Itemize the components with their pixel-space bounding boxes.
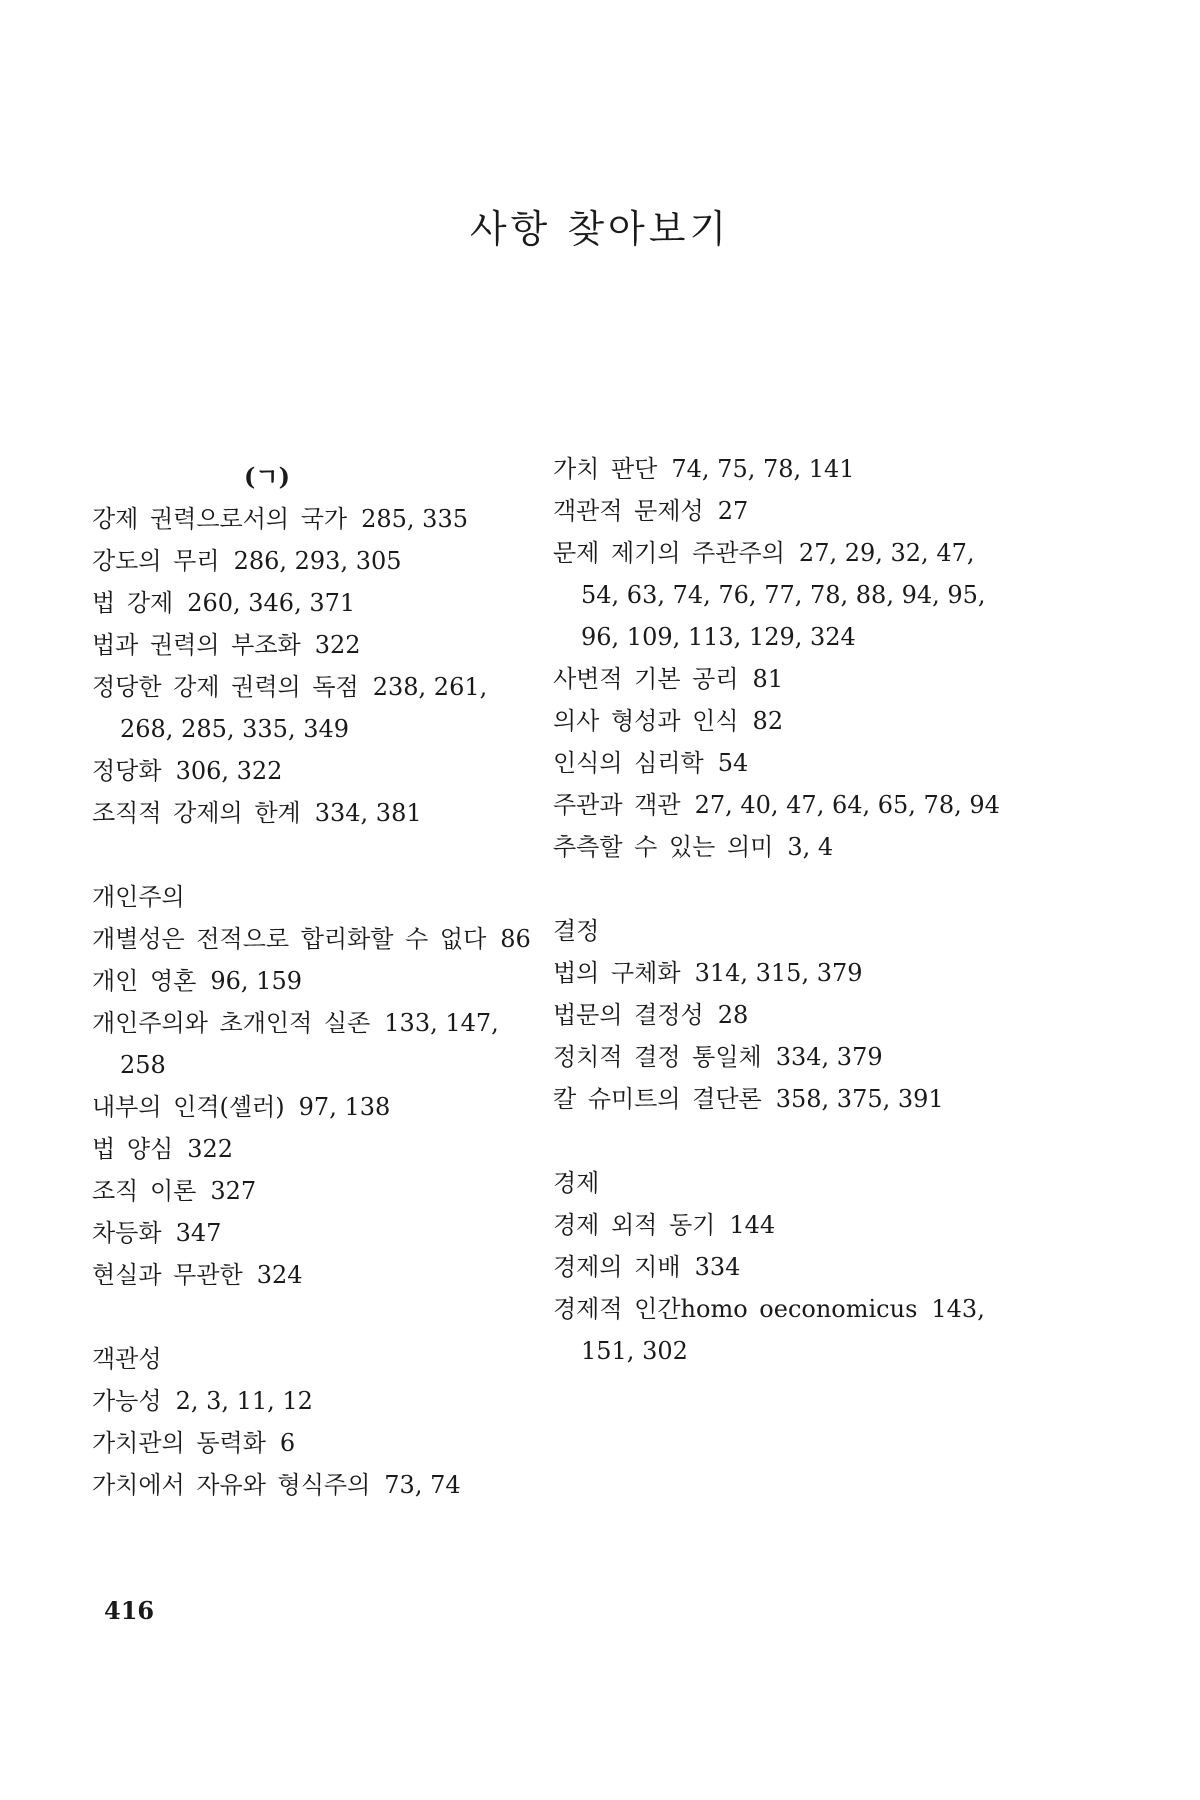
index-pages: 314, 315, 379 xyxy=(694,959,863,987)
index-pages: 144 xyxy=(729,1211,776,1239)
index-term: 강도의 무리 xyxy=(92,547,220,575)
index-entry xyxy=(92,1002,532,1086)
index-pages: 28 xyxy=(717,1001,749,1029)
index-entry xyxy=(553,952,1013,994)
index-term: 개별성은 전적으로 합리화할 수 없다 xyxy=(92,925,487,953)
index-term: 차등화 xyxy=(92,1219,162,1247)
index-term: 의사 형성과 인식 xyxy=(553,707,739,735)
index-entry xyxy=(92,582,532,624)
index-entry xyxy=(92,1422,532,1464)
index-term: 가치관의 동력화 xyxy=(92,1429,266,1457)
index-pages: 27 xyxy=(717,497,749,525)
index-term: 법 양심 xyxy=(92,1135,174,1163)
index-pages: 96, 159 xyxy=(210,967,302,995)
index-entry xyxy=(92,1464,532,1506)
index-term: 개인 영혼 xyxy=(92,967,197,995)
section-heading: 개인주의 xyxy=(92,883,185,911)
index-term: 법의 구체화 xyxy=(553,959,681,987)
index-pages: 260, 346, 371 xyxy=(187,589,356,617)
index-entry xyxy=(553,1246,1013,1288)
index-column-right xyxy=(553,448,1013,1372)
index-term: 가능성 xyxy=(92,1387,162,1415)
index-term: 법문의 결정성 xyxy=(553,1001,704,1029)
section-gap xyxy=(553,1120,1013,1162)
index-term: 법과 권력의 부조화 xyxy=(92,631,301,659)
section-gap xyxy=(92,1296,532,1338)
section-heading: 객관성 xyxy=(92,1345,162,1373)
section-gap xyxy=(553,868,1013,910)
index-term: 법 강제 xyxy=(92,589,174,617)
index-entry xyxy=(92,1170,532,1212)
index-term: 칼 슈미트의 결단론 xyxy=(553,1085,762,1113)
index-pages: 2, 3, 11, 12 xyxy=(175,1387,313,1415)
index-term: 경제 외적 동기 xyxy=(553,1211,716,1239)
index-pages: 27, 29, 32, 47, 54, 63, 74, 76, 77, 78, 88, 94, 95, 96, 109, 113, 129, 324 xyxy=(581,539,986,651)
index-entry xyxy=(553,1036,1013,1078)
index-entry xyxy=(553,1078,1013,1120)
index-entry xyxy=(553,826,1013,868)
index-term: 강제 권력으로서의 국가 xyxy=(92,505,348,533)
index-entry xyxy=(553,742,1013,784)
page-title: 사항 찾아보기 xyxy=(469,207,731,251)
index-entry xyxy=(92,792,532,834)
index-pages: 86 xyxy=(500,925,531,953)
index-term: 경제의 지배 xyxy=(553,1253,681,1281)
index-entry xyxy=(92,1380,532,1422)
index-entry xyxy=(92,1212,532,1254)
index-term: 조직적 강제의 한계 xyxy=(92,799,301,827)
index-term: 객관적 문제성 xyxy=(553,497,704,525)
index-pages: 6 xyxy=(279,1429,296,1457)
index-pages: 322 xyxy=(187,1135,233,1163)
letter-heading: (ㄱ) xyxy=(244,462,290,491)
index-pages: 81 xyxy=(752,665,784,693)
index-entry xyxy=(92,918,532,960)
index-entry xyxy=(553,784,1013,826)
index-term: 문제 제기의 주관주의 xyxy=(553,539,785,567)
index-entry xyxy=(553,448,1013,490)
index-entry xyxy=(92,624,532,666)
index-pages: 285, 335 xyxy=(361,505,468,533)
index-pages: 306, 322 xyxy=(175,757,283,785)
index-term: 조직 이론 xyxy=(92,1177,197,1205)
index-pages: 82 xyxy=(752,707,784,735)
index-entry xyxy=(92,540,532,582)
index-pages: 238, 261, 268, 285, 335, 349 xyxy=(120,673,488,743)
index-pages: 54 xyxy=(717,749,749,777)
section-gap xyxy=(92,834,532,876)
index-pages: 143, 151, 302 xyxy=(581,1295,985,1365)
index-term: 정당한 강제 권력의 독점 xyxy=(92,673,359,701)
index-term: 경제적 인간homo oeconomicus xyxy=(553,1295,918,1323)
index-entry xyxy=(553,490,1013,532)
index-entry xyxy=(92,498,532,540)
index-term: 가치에서 자유와 형식주의 xyxy=(92,1471,371,1499)
index-entry xyxy=(92,666,532,750)
index-entry xyxy=(553,658,1013,700)
index-pages: 286, 293, 305 xyxy=(233,547,402,575)
index-entry xyxy=(92,960,532,1002)
index-term: 사변적 기본 공리 xyxy=(553,665,739,693)
index-pages: 97, 138 xyxy=(298,1093,391,1121)
index-pages: 327 xyxy=(210,1177,257,1205)
index-pages: 322 xyxy=(314,631,361,659)
section-heading: 경제 xyxy=(553,1169,600,1197)
index-entry xyxy=(92,1254,532,1296)
index-pages: 3, 4 xyxy=(787,833,834,861)
index-entry xyxy=(553,994,1013,1036)
index-entry xyxy=(92,1086,532,1128)
index-term: 정당화 xyxy=(92,757,162,785)
index-term: 현실과 무관한 xyxy=(92,1261,243,1289)
index-column-left xyxy=(92,448,532,1506)
index-entry xyxy=(92,1128,532,1170)
index-pages: 74, 75, 78, 141 xyxy=(671,455,855,483)
index-pages: 334, 379 xyxy=(775,1043,883,1071)
index-term: 내부의 인격(셸러) xyxy=(92,1093,285,1121)
index-entry xyxy=(553,532,1013,658)
index-term: 개인주의와 초개인적 실존 xyxy=(92,1009,371,1037)
index-pages: 73, 74 xyxy=(384,1471,461,1499)
index-entry xyxy=(553,700,1013,742)
section-heading: 결정 xyxy=(553,917,600,945)
index-term: 인식의 심리학 xyxy=(553,749,704,777)
index-term: 주관과 객관 xyxy=(553,791,681,819)
page-number: 416 xyxy=(104,1596,155,1625)
index-term: 가치 판단 xyxy=(553,455,658,483)
index-pages: 358, 375, 391 xyxy=(775,1085,944,1113)
index-pages: 334, 381 xyxy=(314,799,422,827)
index-term: 정치적 결정 통일체 xyxy=(553,1043,762,1071)
index-pages: 133, 147, 258 xyxy=(120,1009,499,1079)
index-entry xyxy=(553,1288,1013,1372)
index-entry xyxy=(553,1204,1013,1246)
index-pages: 347 xyxy=(175,1219,222,1247)
index-pages: 27, 40, 47, 64, 65, 78, 94 xyxy=(694,791,1000,819)
index-pages: 334 xyxy=(694,1253,741,1281)
index-pages: 324 xyxy=(256,1261,303,1289)
index-entry xyxy=(92,750,532,792)
index-term: 추측할 수 있는 의미 xyxy=(553,833,774,861)
